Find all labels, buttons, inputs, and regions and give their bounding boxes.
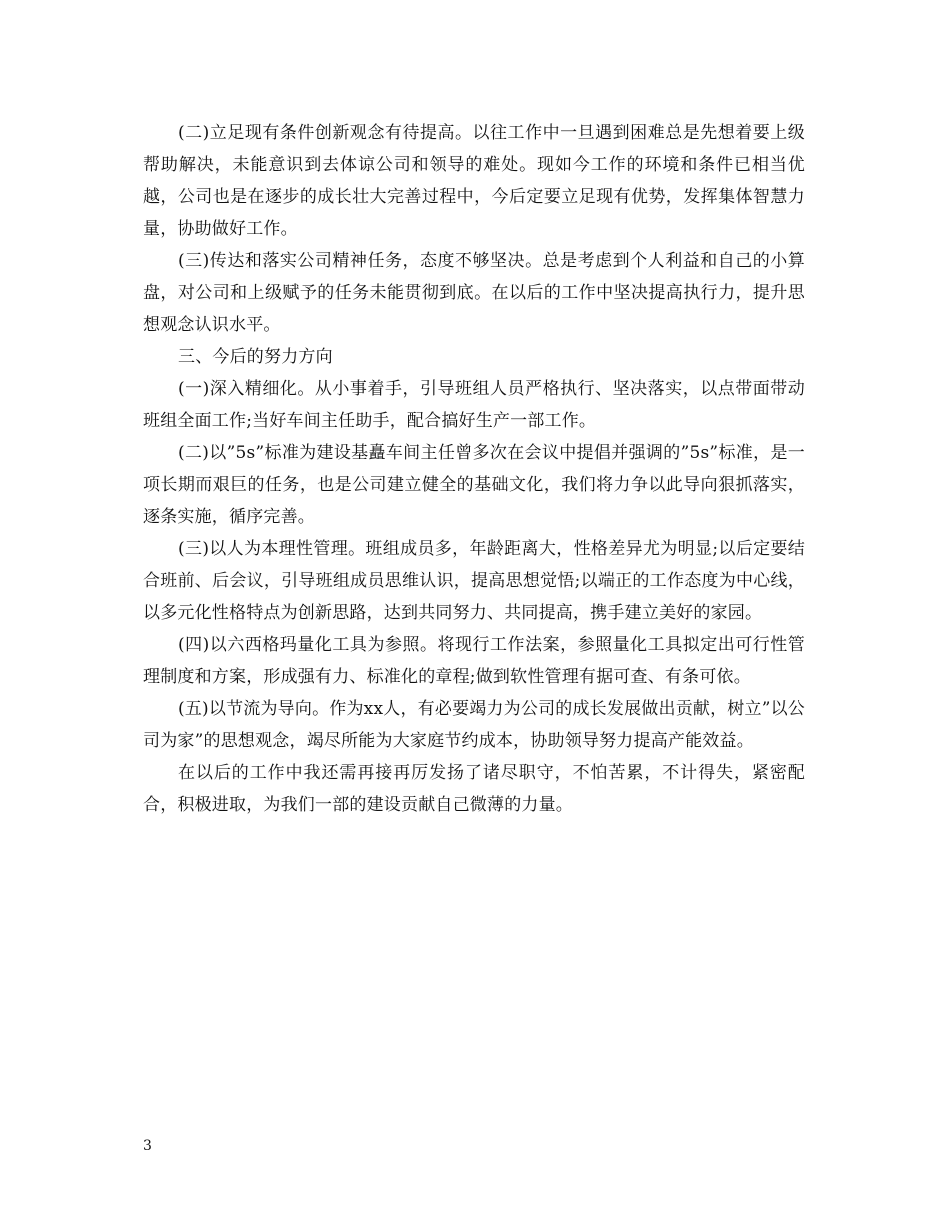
- paragraph-refinement: (一)深入精细化。从小事着手，引导班组人员严格执行、坚决落实，以点带面带动班组全面工作;当好车间主任助手，配合搞好生产一部工作。: [143, 379, 805, 431]
- section-heading-future-direction: 三、今后的努力方向: [178, 347, 333, 367]
- paragraph-implementation: (三)传达和落实公司精神任务，态度不够坚决。总是考虑到个人利益和自己的小算盘，对公司和上级赋予的任务未能贯彻到底。在以后的工作中坚决提高执行力，提升思想观念认识水平。: [143, 251, 805, 335]
- paragraph-cost-saving: (五)以节流为导向。作为xx人，有必要竭力为公司的成长发展做出贡献，树立”以公司为家”的思想观念，竭尽所能为大家庭节约成本，协助领导努力提高产能效益。: [143, 699, 805, 751]
- paragraph-six-sigma: (四)以六西格玛量化工具为参照。将现行工作法案，参照量化工具拟定出可行性管理制度和方案，形成强有力、标准化的章程;做到软性管理有据可查、有条可依。: [143, 635, 805, 687]
- page-number: 3: [143, 1138, 152, 1154]
- document-body: [143, 117, 805, 821]
- paragraph-people-oriented: (三)以人为本理性管理。班组成员多，年龄距离大，性格差异尤为明显;以后定要结合班前、后会议，引导班组成员思维认识，提高思想觉悟;以端正的工作态度为中心线，以多元化性格特点为创新思路，达到共同努力、共同提高，携手建立美好的家园。: [143, 539, 805, 623]
- paragraph-conclusion: 在以后的工作中我还需再接再厉发扬了诸尽职守，不怕苦累，不计得失，紧密配合，积极进取，为我们一部的建设贡献自己微薄的力量。: [143, 763, 805, 815]
- paragraph-innovation: (二)立足现有条件创新观念有待提高。以往工作中一旦遇到困难总是先想着要上级帮助解决，未能意识到去体谅公司和领导的难处。现如今工作的环境和条件已相当优越，公司也是在逐步的成长壮大完善过程中，今后定要立足现有优势，发挥集体智慧力量，协助做好工作。: [143, 123, 805, 239]
- paragraph-5s-standard: (二)以”5s”标准为建设基矗车间主任曾多次在会议中提倡并强调的”5s”标准，是一项长期而艰巨的任务，也是公司建立健全的基础文化，我们将力争以此导向狠抓落实，逐条实施，循序完善。: [143, 443, 805, 527]
